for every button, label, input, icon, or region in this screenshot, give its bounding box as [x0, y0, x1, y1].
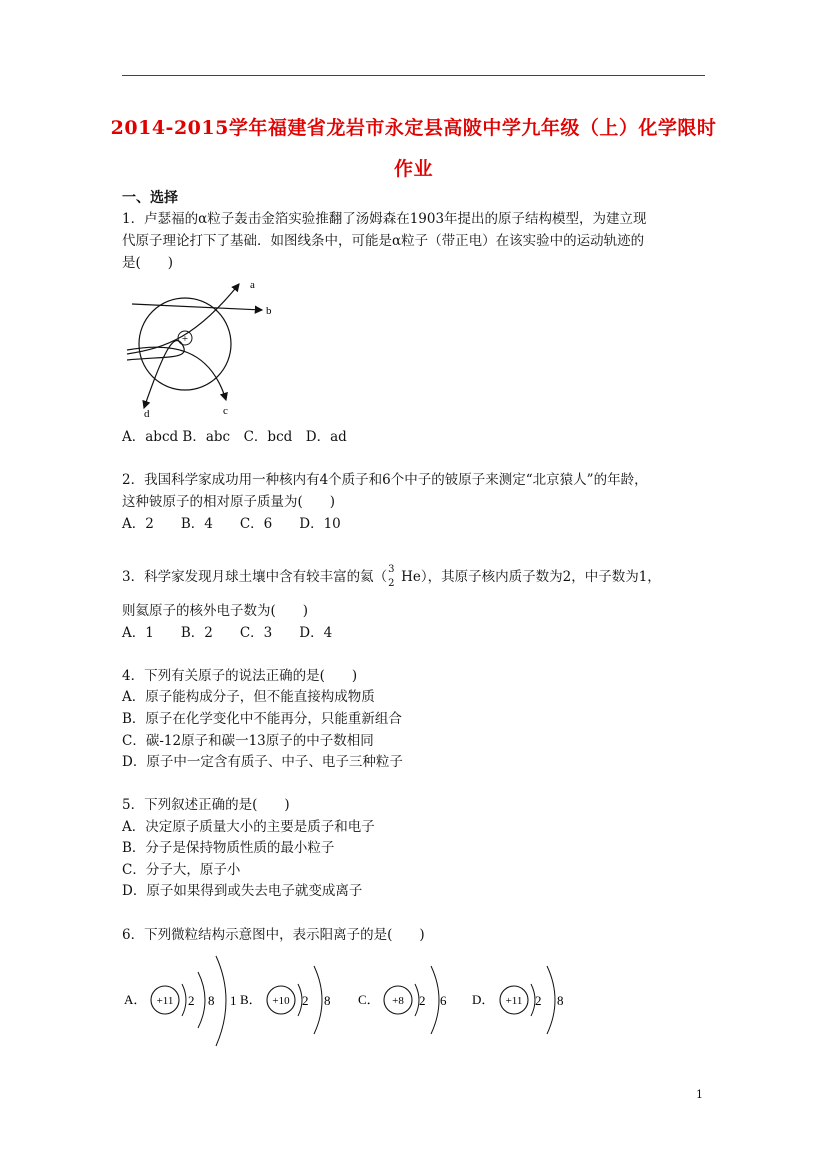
q4-choice-b: B．原子在化学变化中不能再分，只能重新组合	[122, 711, 402, 727]
q5-choice-d: D．原子如果得到或失去电子就变成离子	[122, 883, 363, 899]
element-symbol: He	[401, 569, 421, 585]
label-c: c	[223, 405, 228, 417]
q1-options: A．abcd B．abc C．bcd D．ad	[122, 429, 347, 445]
q4-choice-a: A．原子能构成分子，但不能直接构成物质	[122, 689, 375, 705]
q5-choice-c: C．分子大，原子小	[122, 862, 241, 878]
nucleus-label: +	[181, 333, 189, 345]
q3-line2: 则氦原子的核外电子数为( )	[122, 603, 309, 619]
q4-choice-c: C．碳-12原子和碳一13原子的中子数相同	[122, 733, 374, 749]
trajectory-d	[127, 340, 184, 408]
q5-choice-a: A．决定原子质量大小的主要是质子和电子	[122, 819, 375, 835]
q2-line2: 这种铍原子的相对原子质量为( )	[122, 494, 336, 510]
q3-line1	[122, 563, 661, 589]
q4-choice-d: D．原子中一定含有质子、中子、电子三种粒子	[122, 754, 403, 770]
q1-line3: 是( )	[122, 255, 174, 271]
structure-b-charge: +10	[272, 995, 290, 1007]
q5-stem: 5．下列叙述正确的是( )	[122, 797, 290, 813]
structure-b-shell2: 8	[324, 993, 331, 1008]
structure-c-label: C．	[358, 992, 380, 1007]
alpha-scattering-figure	[122, 276, 282, 424]
q2-options: A．2 B．4 C．6 D．10	[122, 516, 341, 532]
structure-c-shell1: 2	[419, 993, 426, 1008]
label-d: d	[144, 408, 150, 420]
section-heading: 一、选择	[122, 190, 178, 206]
header-rule	[122, 75, 705, 76]
q4-stem: 4．下列有关原子的说法正确的是( )	[122, 668, 358, 684]
q5-choice-b: B．分子是保持物质性质的最小粒子	[122, 840, 335, 856]
q1-line2: 代原子理论打下了基础．如图线条中，可能是α粒子（带正电）在该实验中的运动轨迹的	[122, 233, 645, 249]
structure-a-shell1: 2	[188, 993, 195, 1008]
mass-number: 3	[388, 563, 395, 575]
ion-structure-diagrams	[120, 950, 590, 1050]
label-b: b	[266, 305, 272, 317]
q3-options: A．1 B．2 C．3 D．4	[122, 625, 333, 641]
helium-isotope-notation	[387, 563, 401, 589]
structure-d-shell2: 8	[557, 993, 564, 1008]
structure-a-label: A．	[124, 992, 147, 1007]
structure-d-shell1: 2	[535, 993, 542, 1008]
q1-line1: 1．卢瑟福的α粒子轰击金箔实验推翻了汤姆森在1903年提出的原子结构模型，为建立现	[122, 211, 647, 227]
q3-text-before: 3．科学家发现月球土壤中含有较丰富的氦（	[122, 569, 388, 585]
structure-b-shell1: 2	[302, 993, 309, 1008]
q6-stem: 6．下列微粒结构示意图中，表示阳离子的是( )	[122, 927, 425, 943]
structure-a-shell2: 8	[208, 993, 215, 1008]
page-number: 1	[696, 1088, 703, 1101]
atomic-number: 2	[388, 577, 395, 589]
structure-b-label: B．	[240, 992, 262, 1007]
q3-text-after: ），其原子核内质子数为2，中子数为1，	[420, 569, 661, 585]
structure-c-shell2: 6	[440, 993, 447, 1008]
trajectory-b	[132, 304, 262, 310]
document-title-line2: 作业	[393, 158, 433, 180]
structure-a-charge: +11	[156, 995, 174, 1007]
structure-c-charge: +8	[392, 995, 404, 1007]
structure-a-shell3: 1	[230, 993, 237, 1008]
q2-line1: 2．我国科学家成功用一种核内有4个质子和6个中子的铍原子来测定“北京猿人”的年龄，	[122, 472, 648, 488]
structure-d-label: D．	[472, 992, 495, 1007]
label-a: a	[250, 279, 255, 291]
document-title-line1: 2014-2015学年福建省龙岩市永定县高陂中学九年级（上）化学限时	[110, 117, 717, 139]
structure-d-charge: +11	[505, 995, 523, 1007]
trajectory-c	[127, 347, 226, 400]
